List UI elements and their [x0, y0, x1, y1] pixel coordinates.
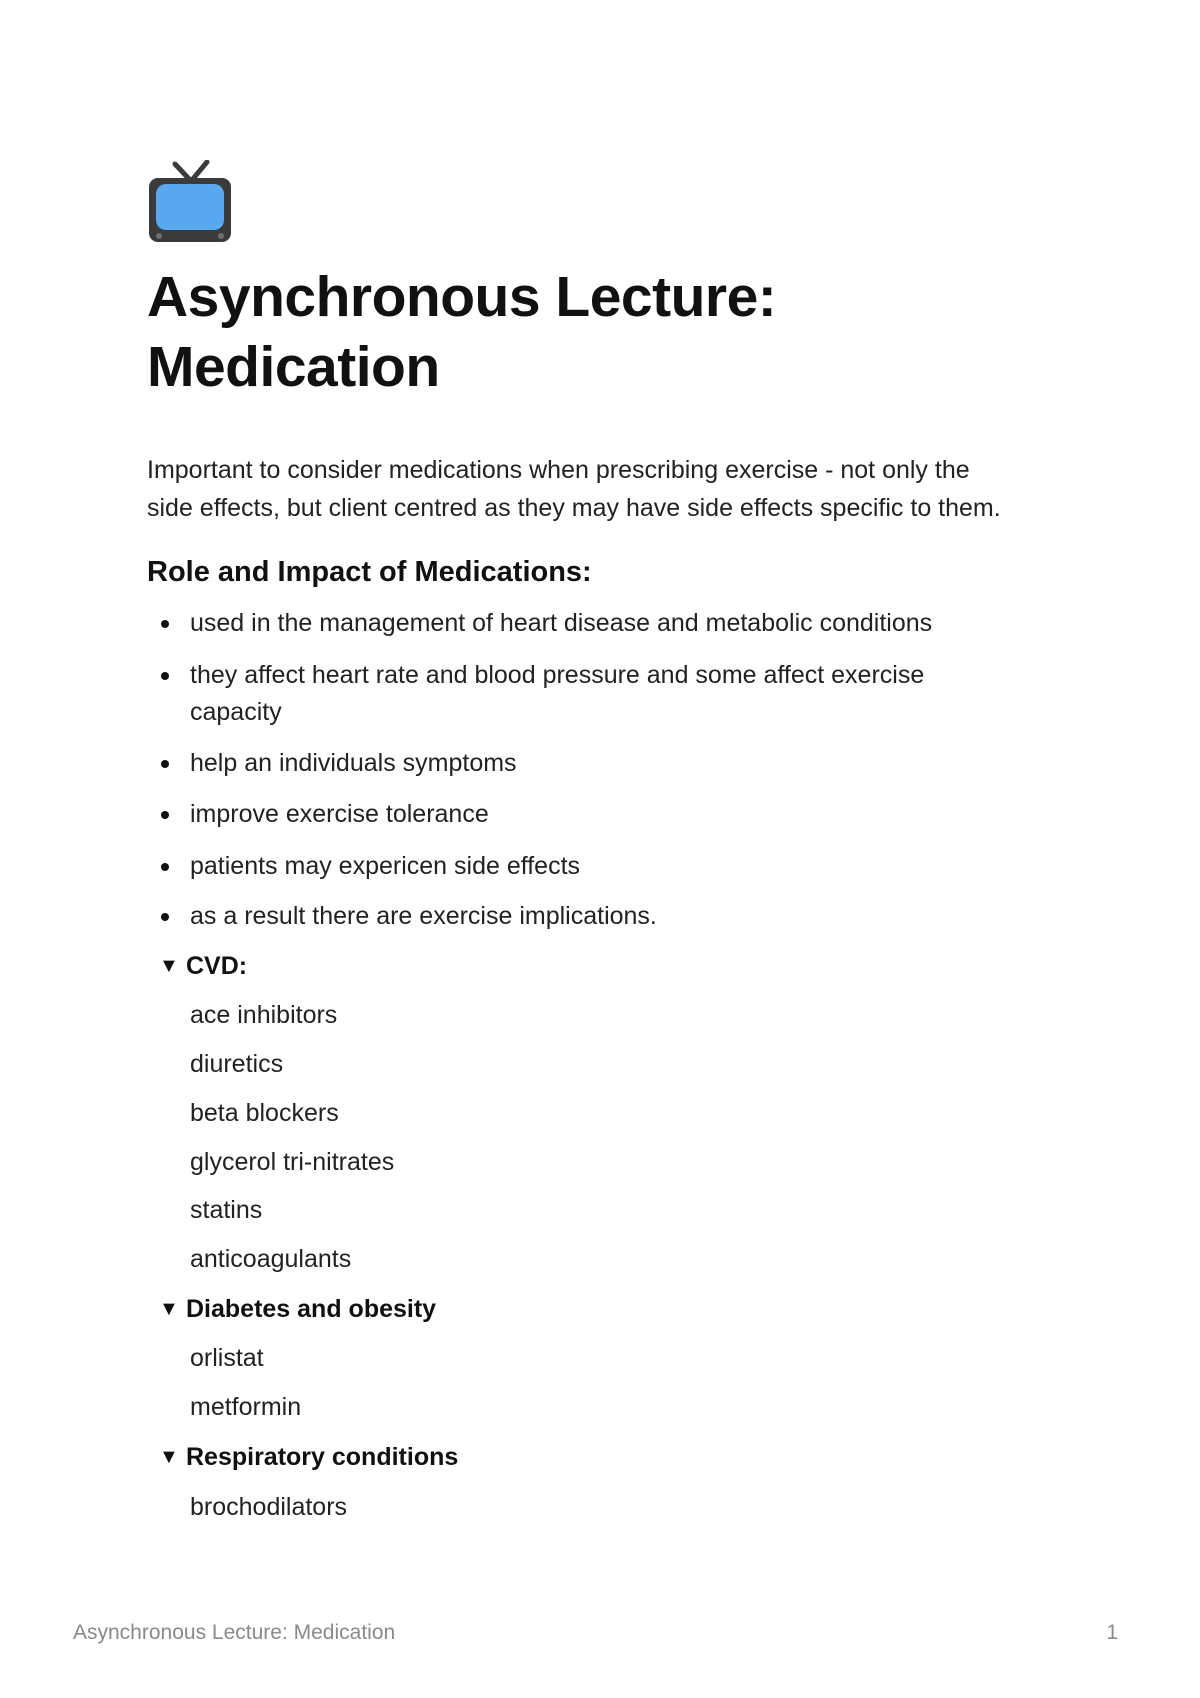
toggle-item: orlistat	[190, 1344, 264, 1372]
page-title-line2: Medication	[147, 335, 440, 399]
television-icon	[147, 160, 233, 244]
list-item	[190, 898, 1050, 935]
toggle-item: beta blockers	[190, 1099, 339, 1127]
toggle-triangle-icon[interactable]: ▼	[159, 955, 179, 977]
toggle-respiratory[interactable]	[159, 1439, 458, 1476]
intro-line1: Important to consider medications when prescribing exercise - not only the	[147, 456, 970, 484]
toggle-item: diuretics	[190, 1050, 284, 1078]
list-item-text: they affect heart rate and blood pressure and some affect exercise	[190, 661, 925, 689]
page-title-line1: Asynchronous Lecture:	[147, 265, 777, 329]
section-heading: Role and Impact of Medications:	[147, 556, 592, 588]
toggle-heading: Respiratory conditions	[186, 1443, 459, 1471]
page-title	[147, 262, 1067, 402]
list-item	[190, 848, 1050, 885]
bullet-dot	[161, 863, 169, 871]
footer-page-number: 1	[1106, 1621, 1118, 1644]
toggle-triangle-icon[interactable]: ▼	[159, 1446, 179, 1468]
list-item	[190, 796, 1050, 833]
bullet-dot	[161, 760, 169, 768]
footer-title: Asynchronous Lecture: Medication	[73, 1621, 396, 1644]
intro-paragraph	[147, 451, 1067, 527]
toggle-triangle-icon[interactable]: ▼	[159, 1298, 179, 1320]
list-item	[190, 745, 1050, 782]
toggle-cvd[interactable]	[159, 948, 247, 985]
toggle-diabetes-obesity[interactable]	[159, 1291, 436, 1328]
bullet-dot	[161, 620, 169, 628]
toggle-item: glycerol tri-nitrates	[190, 1148, 395, 1176]
list-item-text-continued: capacity	[190, 698, 282, 726]
list-item-text: as a result there are exercise implications.	[190, 902, 657, 930]
list-item	[190, 605, 1050, 642]
list-item-text: patients may expericen side effects	[190, 852, 581, 880]
list-item-text: help an individuals symptoms	[190, 749, 517, 777]
bullet-dot	[161, 811, 169, 819]
bullet-dot	[161, 913, 169, 921]
list-item	[190, 657, 1050, 731]
intro-line2: side effects, but client centred as they may have side effects specific to them.	[147, 494, 1001, 522]
bullet-dot	[161, 672, 169, 680]
toggle-item: ace inhibitors	[190, 1001, 338, 1029]
toggle-item: anticoagulants	[190, 1245, 352, 1273]
toggle-heading: Diabetes and obesity	[186, 1295, 437, 1323]
toggle-item: brochodilators	[190, 1493, 348, 1521]
list-item-text: used in the management of heart disease and metabolic conditions	[190, 609, 933, 637]
toggle-heading: CVD:	[186, 952, 248, 980]
toggle-item: metformin	[190, 1393, 302, 1421]
list-item-text: improve exercise tolerance	[190, 800, 489, 828]
toggle-item: statins	[190, 1196, 263, 1224]
